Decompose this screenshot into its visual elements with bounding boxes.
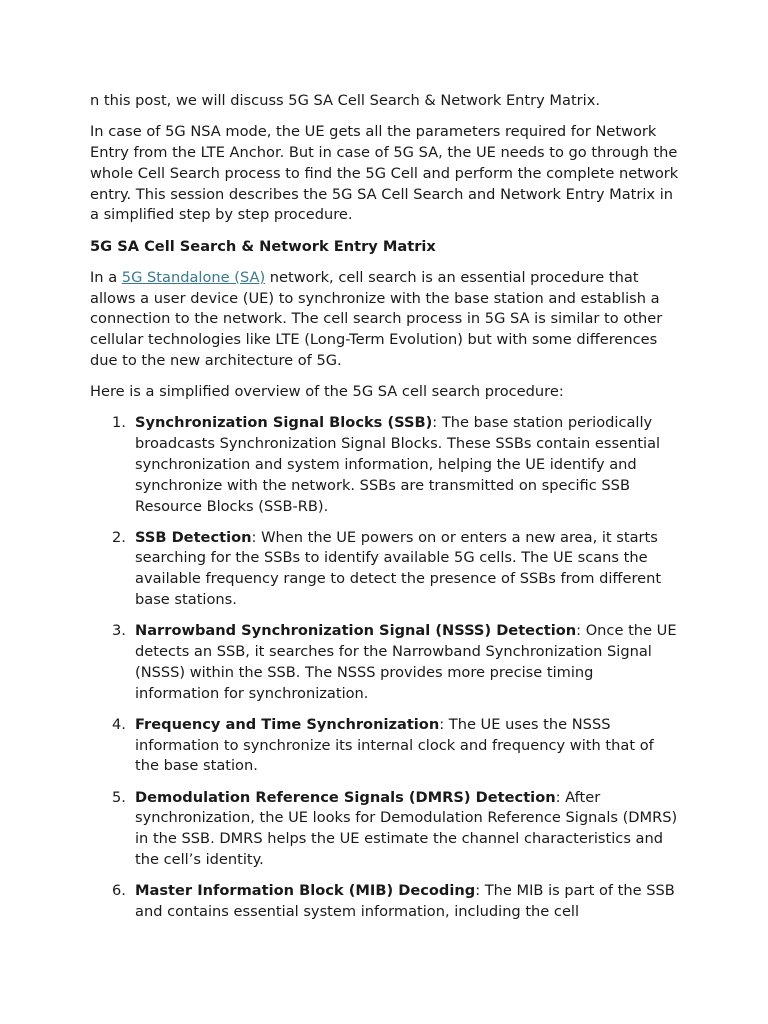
step-text: : The UE uses the NSSS information to synchronize its internal clock and frequency with that of the base station. [135, 715, 654, 775]
step-title: Master Information Block (MIB) Decoding [135, 882, 476, 900]
article-body [90, 91, 682, 933]
step-title: Demodulation Reference Signals (DMRS) Detection [135, 788, 556, 806]
step-number: 2. [112, 528, 126, 546]
list-item [90, 528, 682, 611]
step-title: Frequency and Time Synchronization [135, 715, 440, 733]
step-number: 3. [112, 622, 126, 640]
sa-paragraph-prefix: In a [90, 268, 122, 286]
list-item [90, 621, 682, 704]
step-title: SSB Detection [135, 528, 252, 546]
step-text: : The base station periodically broadcasts Synchronization Signal Blocks. These SSBs contain essential synchronization and system information, helping the UE identify and synchronize with the network. SSBs are transmitted on specific SSB Resource Blocks (SSB-RB). [135, 414, 661, 515]
section-heading: 5G SA Cell Search & Network Entry Matrix [90, 237, 436, 255]
step-title: Narrowband Synchronization Signal (NSSS) Detection [135, 622, 577, 640]
list-item [90, 715, 682, 777]
step-number: 4. [112, 715, 126, 733]
nsa-paragraph: In case of 5G NSA mode, the UE gets all the parameters required for Network Entry from the LTE Anchor. But in case of 5G SA, the UE needs to go through the whole Cell Search process to find the 5G Cell and perform the complete network entry. This session describes the 5G SA Cell Search and Network Entry Matrix in a simplified step by step procedure. [90, 123, 679, 224]
intro-paragraph: n this post, we will discuss 5G SA Cell Search & Network Entry Matrix. [90, 92, 601, 109]
step-text: : Once the UE detects an SSB, it searches for the Narrowband Synchronization Signal (NSSS) within the SSB. The NSSS provides more precise timing information for synchronization. [135, 622, 677, 702]
steps-list [90, 413, 682, 922]
list-item [90, 413, 682, 517]
step-number: 1. [112, 414, 126, 432]
sa-paragraph-suffix: network, cell search is an essential procedure that allows a user device (UE) to synchronize with the base station and establish a connection to the network. The cell search process in 5G SA is similar to other cellular technologies like LTE (Long-Term Evolution) but with some differences due to the new architecture of 5G. [90, 268, 663, 369]
list-item [90, 788, 682, 871]
step-text: : When the UE powers on or enters a new area, it starts searching for the SSBs to identify available 5G cells. The UE scans the available frequency range to detect the presence of SSBs from different base stations. [135, 528, 662, 609]
list-item [90, 881, 682, 923]
step-text: : After synchronization, the UE looks for Demodulation Reference Signals (DMRS) in the SSB. DMRS helps the UE estimate the channel characteristics and the cell’s identity. [135, 788, 678, 869]
standalone-link[interactable]: 5G Standalone (SA) [121, 268, 266, 286]
sa-paragraph [90, 268, 682, 372]
step-number: 6. [112, 882, 126, 900]
step-text: : The MIB is part of the SSB and contains essential system information, including the cell [135, 882, 675, 920]
step-title: Synchronization Signal Blocks (SSB) [135, 414, 433, 432]
overview-paragraph: Here is a simplified overview of the 5G SA cell search procedure: [90, 383, 564, 401]
step-number: 5. [112, 788, 126, 806]
